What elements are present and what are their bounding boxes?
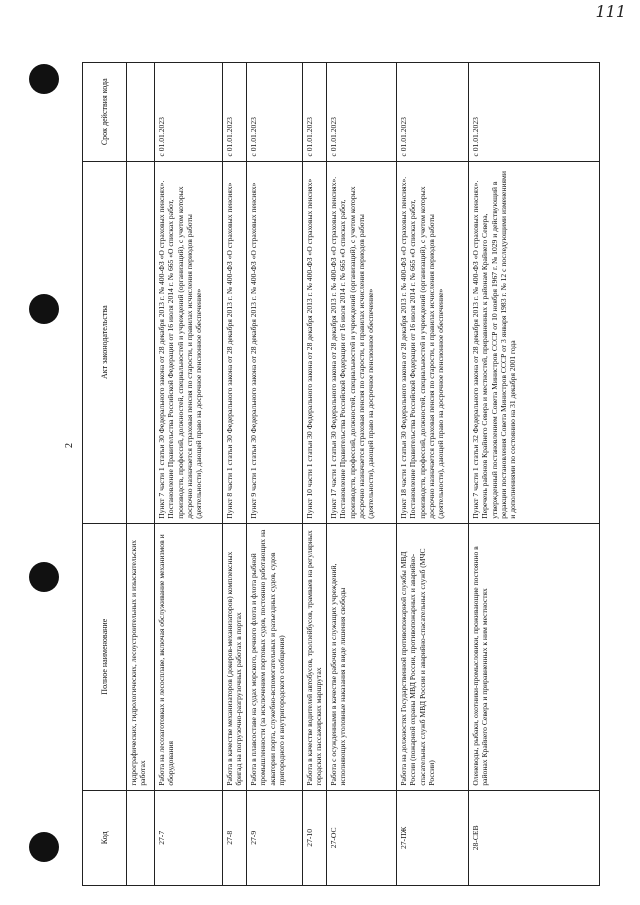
table-row <box>247 63 303 886</box>
header-code: Код <box>83 790 127 885</box>
table-row <box>327 63 397 886</box>
punch-hole <box>29 294 59 324</box>
row-name: Оленеводы, рыбаки, охотники-промысловики, проживающие постоянно в районах Крайнего Севера и приравненных к ним местностях <box>469 523 600 790</box>
row-code: 27-9 <box>247 790 303 885</box>
row-act <box>127 161 155 523</box>
row-act: Пункт 10 части 1 статьи 30 Федерального закона от 28 декабря 2013 г. № 400-ФЗ «О страховых пенсиях» <box>303 161 327 523</box>
codes-table <box>82 62 600 886</box>
page-number: 2 <box>64 443 75 448</box>
table-row <box>223 63 247 886</box>
punch-hole <box>29 64 59 94</box>
row-name: Работа с осужденными в качестве рабочих и служащих учреждений, исполняющих уголовные наказания в виде лишения свободы <box>327 523 397 790</box>
row-code: 27-ОС <box>327 790 397 885</box>
row-date: с 01.01.2023 <box>327 63 397 162</box>
row-name: Работа в качестве водителей автобусов, троллейбусов, трамваев на регулярных городских пассажирских маршрутах <box>303 523 327 790</box>
row-act: Пункт 8 части 1 статьи 30 Федерального закона от 28 декабря 2013 г. № 400-ФЗ «О страховых пенсиях» <box>223 161 247 523</box>
row-name: Работа на должностях Государственной противопожарной службы МВД России (пожарной охраны МВД России, противопожарных и аварийно-спасательных служб МВД России и аварийно-спасательных служб (МЧС России) <box>397 523 469 790</box>
header-act: Акт законодательства <box>83 161 127 523</box>
row-code: 28-СЕВ <box>469 790 600 885</box>
row-name: Работа на лесозаготовках и лесосплаве, включая обслуживание механизмов и оборудования <box>155 523 223 790</box>
row-act: Пункт 9 части 1 статьи 30 Федерального закона от 28 декабря 2013 г. № 400-ФЗ «О страховых пенсиях» <box>247 161 303 523</box>
row-code: 27-7 <box>155 790 223 885</box>
row-act: Пункт 18 части 1 статьи 30 Федерального закона от 28 декабря 2013 г. № 400-ФЗ «О страховых пенсиях». Постановление Правительства Российской Федерации от 16 июля 2014 г. № 665 «О списках работ, производств, профессий, должностей, специальностей и учреждений (организаций), с учетом которых досрочно назначается страховая пенсия по старости, и правилах исчисления периодов работы (деятельности), дающей право на досрочное пенсионное обеспечение» <box>397 161 469 523</box>
row-date: с 01.01.2023 <box>223 63 247 162</box>
table-row <box>303 63 327 886</box>
row-name: Работа в качестве механизаторов (докеров-механизаторов) комплексных бригад на погрузочно-разгрузочных работах в портах <box>223 523 247 790</box>
row-code <box>127 790 155 885</box>
row-date: с 01.01.2023 <box>397 63 469 162</box>
row-date: с 01.01.2023 <box>469 63 600 162</box>
handwritten-page-number: 111 <box>595 2 626 21</box>
punch-hole <box>29 832 59 862</box>
row-name: гидрографических, гидрологических, лесоустроительных и изыскательских работах <box>127 523 155 790</box>
table-row <box>397 63 469 886</box>
punch-hole <box>29 562 59 592</box>
row-code: 27-8 <box>223 790 247 885</box>
row-code: 27-ПЖ <box>397 790 469 885</box>
header-date: Срок действия кода <box>83 63 127 162</box>
rotated-table-frame <box>82 62 600 886</box>
row-act: Пункт 7 части 1 статьи 30 Федерального закона от 28 декабря 2013 г. № 400-ФЗ «О страховых пенсиях». Постановление Правительства Российской Федерации от 16 июля 2014 г. № 665 «О списках работ, производств, профессий, должностей, специальностей и учреждений (организаций), с учетом которых досрочно назначается страховая пенсия по старости, и правилах исчисления периодов работы (деятельности), дающей право на досрочное пенсионное обеспечение» <box>155 161 223 523</box>
table-row <box>127 63 155 886</box>
row-act: Пункт 17 части 1 статьи 30 Федерального закона от 28 декабря 2013 г. № 400-ФЗ «О страховых пенсиях». Постановление Правительства Российской Федерации от 16 июля 2014 г. № 665 «О списках работ, производств, профессий, должностей, специальностей и учреждений (организаций), с учетом которых досрочно назначается страховая пенсия по старости, и правилах исчисления периодов работы (деятельности), дающей право на досрочное пенсионное обеспечение» <box>327 161 397 523</box>
row-date: с 01.01.2023 <box>247 63 303 162</box>
table-header-row <box>83 63 127 886</box>
row-date <box>127 63 155 162</box>
row-date: с 01.01.2023 <box>303 63 327 162</box>
row-code: 27-10 <box>303 790 327 885</box>
table-row <box>469 63 600 886</box>
row-date: с 01.01.2023 <box>155 63 223 162</box>
header-name: Полное наименование <box>83 523 127 790</box>
table-row <box>155 63 223 886</box>
row-name: Работа в плавсоставе на судах морского, речного флота и флота рыбной промышленности (за исключением портовых судов, постоянно работающих на акватории порта, служебно-вспомогательных и разъездных судов, судов пригородного и внутригородского сообщения) <box>247 523 303 790</box>
row-act: Пункт 7 части 1 статьи 32 Федерального закона от 28 декабря 2013 г. № 400-ФЗ «О страховых пенсиях». Перечень районов Крайнего Севера и местностей, приравненных к районам Крайнего Севера, утвержденный постановлением Совета Министров СССР от 10 ноября 1967 г. № 1029 и действующий в редакции постановления Совета Министров СССР от 3 января 1983 г. № 12 с последующими изменениями и дополнениями по состоянию на 31 декабря 2001 года <box>469 161 600 523</box>
